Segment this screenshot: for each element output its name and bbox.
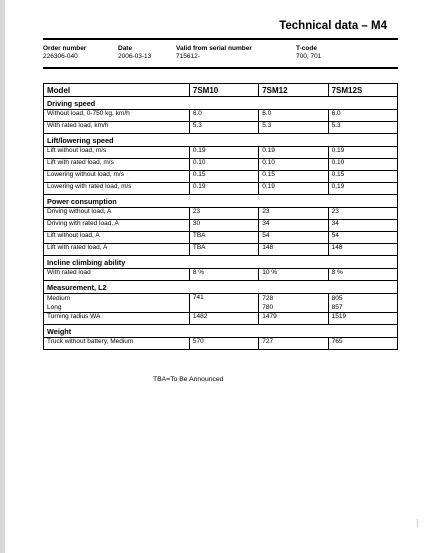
row-label: Lift with rated load, A: [44, 244, 190, 256]
meta-label: Order number: [43, 45, 87, 52]
row-value: 0,19: [259, 183, 328, 195]
row-value: 8 %: [328, 269, 397, 281]
header-7sm12: 7SM12: [259, 84, 328, 97]
row-label: Driving with rated load, A: [44, 220, 190, 232]
meta-order-number: [43, 45, 86, 61]
table-row: [44, 208, 398, 220]
table-row: [44, 122, 398, 134]
row-value: 23: [189, 208, 258, 220]
row-value: 805 857: [328, 294, 397, 313]
row-value: 1479: [259, 313, 328, 325]
table-row: [44, 183, 398, 195]
row-value: 727: [259, 338, 328, 350]
row-value: 0,19: [328, 183, 397, 195]
row-value: 0.15: [328, 171, 397, 183]
row-value: 0.19: [328, 147, 397, 159]
meta-label: T-code: [296, 45, 317, 52]
section-row: [44, 97, 398, 110]
page-edge: [0, 0, 5, 553]
meta-tcode: [296, 45, 321, 61]
row-value: 1519: [328, 313, 397, 325]
row-value: 5.3: [328, 122, 397, 134]
meta-serial: [176, 45, 252, 61]
section-title: Power consumption: [44, 195, 398, 208]
footnote: TBA=To Be Announced: [153, 376, 224, 383]
title-rule: [43, 38, 398, 40]
section-title: Incline climbing ability: [44, 256, 398, 269]
row-value: 54: [328, 232, 397, 244]
table-row: [44, 269, 398, 281]
row-label: Lowering with rated load, m/s: [44, 183, 190, 195]
row-value: 23: [259, 208, 328, 220]
section-title: Lift/lowering speed: [44, 134, 398, 147]
section-title: Weight: [44, 325, 398, 338]
row-label: With rated load: [44, 269, 190, 281]
header-7sm10: 7SM10: [189, 84, 258, 97]
row-value: 0.10: [189, 159, 258, 171]
row-value: 148: [259, 244, 328, 256]
row-value: 10 %: [259, 269, 328, 281]
section-row: [44, 281, 398, 294]
row-value: 5.3: [189, 122, 258, 134]
table-row: [44, 147, 398, 159]
table-row: [44, 232, 398, 244]
row-value: 0.15: [259, 171, 328, 183]
technical-data-table: [43, 83, 398, 350]
section-row: [44, 325, 398, 338]
row-value: 23: [328, 208, 397, 220]
row-label: Lift without load, A: [44, 232, 190, 244]
row-value: 6.0: [328, 110, 397, 122]
section-row: [44, 256, 398, 269]
meta-date: [118, 45, 151, 61]
row-value: 741: [189, 294, 258, 313]
row-value: 54: [259, 232, 328, 244]
row-label: Lift with rated load, m/s: [44, 159, 190, 171]
page-corner-mark: [417, 519, 423, 527]
row-value: 34: [328, 220, 397, 232]
row-value: 6.0: [189, 110, 258, 122]
meta-value: 2006-03-13: [118, 53, 152, 60]
section-title: Measurement, L2: [44, 281, 398, 294]
row-value: 6.0: [259, 110, 328, 122]
meta-value: 715612-: [176, 53, 200, 60]
table-row: [44, 294, 398, 313]
row-label: Medium Long: [44, 294, 190, 313]
row-value: 8 %: [189, 269, 258, 281]
meta-value: 226306-040: [43, 53, 78, 60]
meta-label: Valid from serial number: [176, 45, 252, 52]
header-7sm12s: 7SM12S: [328, 84, 397, 97]
row-value: 34: [259, 220, 328, 232]
row-value: 5.3: [259, 122, 328, 134]
meta-label: Date: [118, 45, 133, 52]
meta-rule: [43, 67, 398, 69]
row-value: 148: [328, 244, 397, 256]
meta-value: 700, 701: [296, 53, 322, 60]
section-row: [44, 134, 398, 147]
table-row: [44, 110, 398, 122]
row-value: 0.10: [259, 159, 328, 171]
row-value: 765: [328, 338, 397, 350]
table-row: [44, 244, 398, 256]
table-header-row: [44, 84, 398, 97]
row-value: 570: [189, 338, 258, 350]
row-value: 0.15: [189, 171, 258, 183]
table-row: [44, 220, 398, 232]
table-row: [44, 171, 398, 183]
table-row: [44, 159, 398, 171]
row-value: 1482: [189, 313, 258, 325]
row-value: 728 780: [259, 294, 328, 313]
section-row: [44, 195, 398, 208]
row-label: Lowering without load, m/s: [44, 171, 190, 183]
row-label: Without load, 0-750 kg, km/h: [44, 110, 190, 122]
table-row: [44, 338, 398, 350]
row-label: Turning radius WA: [44, 313, 190, 325]
page-title: Technical data – M4: [279, 20, 387, 32]
row-label: With rated load, km/h: [44, 122, 190, 134]
table-row: [44, 313, 398, 325]
row-value: 30: [189, 220, 258, 232]
row-label: Driving without load, A: [44, 208, 190, 220]
header-model: Model: [44, 84, 190, 97]
row-value: TBA: [189, 244, 258, 256]
table-body: [44, 97, 398, 350]
section-title: Driving speed: [44, 97, 398, 110]
row-label: Truck without battery, Medium: [44, 338, 190, 350]
row-label: Lift without load, m/s: [44, 147, 190, 159]
row-value: 0.19: [189, 183, 258, 195]
row-value: 0.10: [328, 159, 397, 171]
row-value: 0.19: [189, 147, 258, 159]
row-value: 0.19: [259, 147, 328, 159]
row-value: TBA: [189, 232, 258, 244]
